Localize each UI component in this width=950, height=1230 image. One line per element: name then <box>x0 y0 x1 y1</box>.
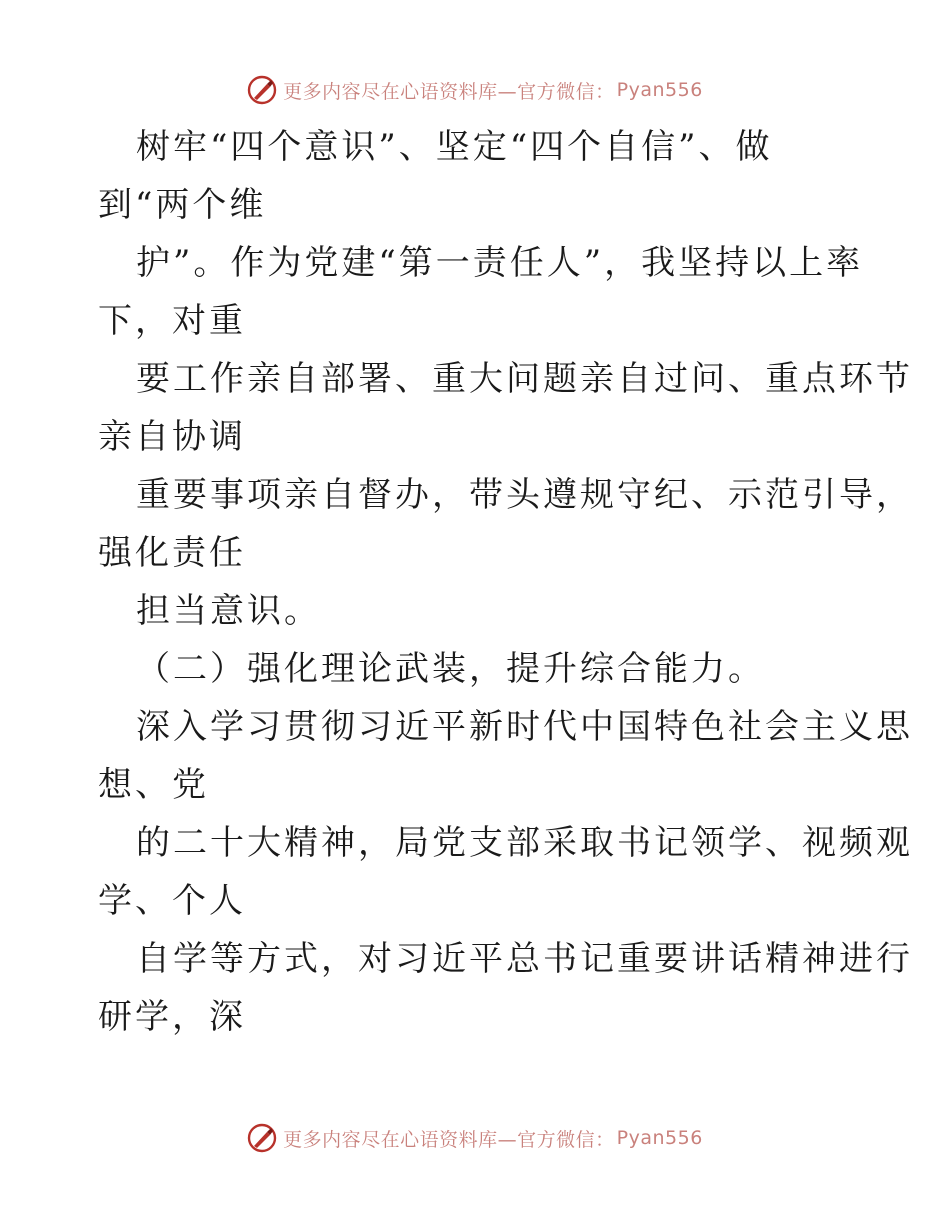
text-line: 树牢“四个意识”、坚定“四个自信”、做 <box>136 127 773 167</box>
text-line: 下，对重 <box>98 301 246 341</box>
banner-text: 更多内容尽在心语资料库—官方微信： <box>283 80 615 103</box>
text-line: 研学，深 <box>98 997 246 1037</box>
pen-logo-icon <box>247 1123 277 1153</box>
banner-text: 更多内容尽在心语资料库—官方微信： <box>283 1128 615 1151</box>
text-line: 自学等方式，对习近平总书记重要讲话精神进行 <box>136 939 913 979</box>
footer-watermark-banner <box>0 1118 950 1158</box>
banner-wechat-id: Pyan556 <box>616 1127 703 1149</box>
text-line: 深入学习贯彻习近平新时代中国特色社会主义思 <box>136 707 913 747</box>
text-line: 重要事项亲自督办，带头遵规守纪、示范引导， <box>136 475 913 515</box>
banner-wechat-id: Pyan556 <box>616 79 703 101</box>
text-line: 护”。作为党建“第一责任人”，我坚持以上率 <box>136 243 864 283</box>
text-line: 想、党 <box>98 765 209 805</box>
pen-logo-icon <box>247 75 277 105</box>
text-line: 的二十大精神，局党支部采取书记领学、视频观 <box>136 823 913 863</box>
text-line: 学、个人 <box>98 881 246 921</box>
text-line: 要工作亲自部署、重大问题亲自过问、重点环节 <box>136 359 913 399</box>
text-line: 担当意识。 <box>136 591 321 631</box>
section-heading: （二）强化理论武装，提升综合能力。 <box>136 649 765 689</box>
document-body <box>98 118 913 1046</box>
text-line: 强化责任 <box>98 533 246 573</box>
text-line: 亲自协调 <box>98 417 246 457</box>
text-line: 到“两个维 <box>98 185 267 225</box>
header-watermark-banner <box>0 70 950 110</box>
